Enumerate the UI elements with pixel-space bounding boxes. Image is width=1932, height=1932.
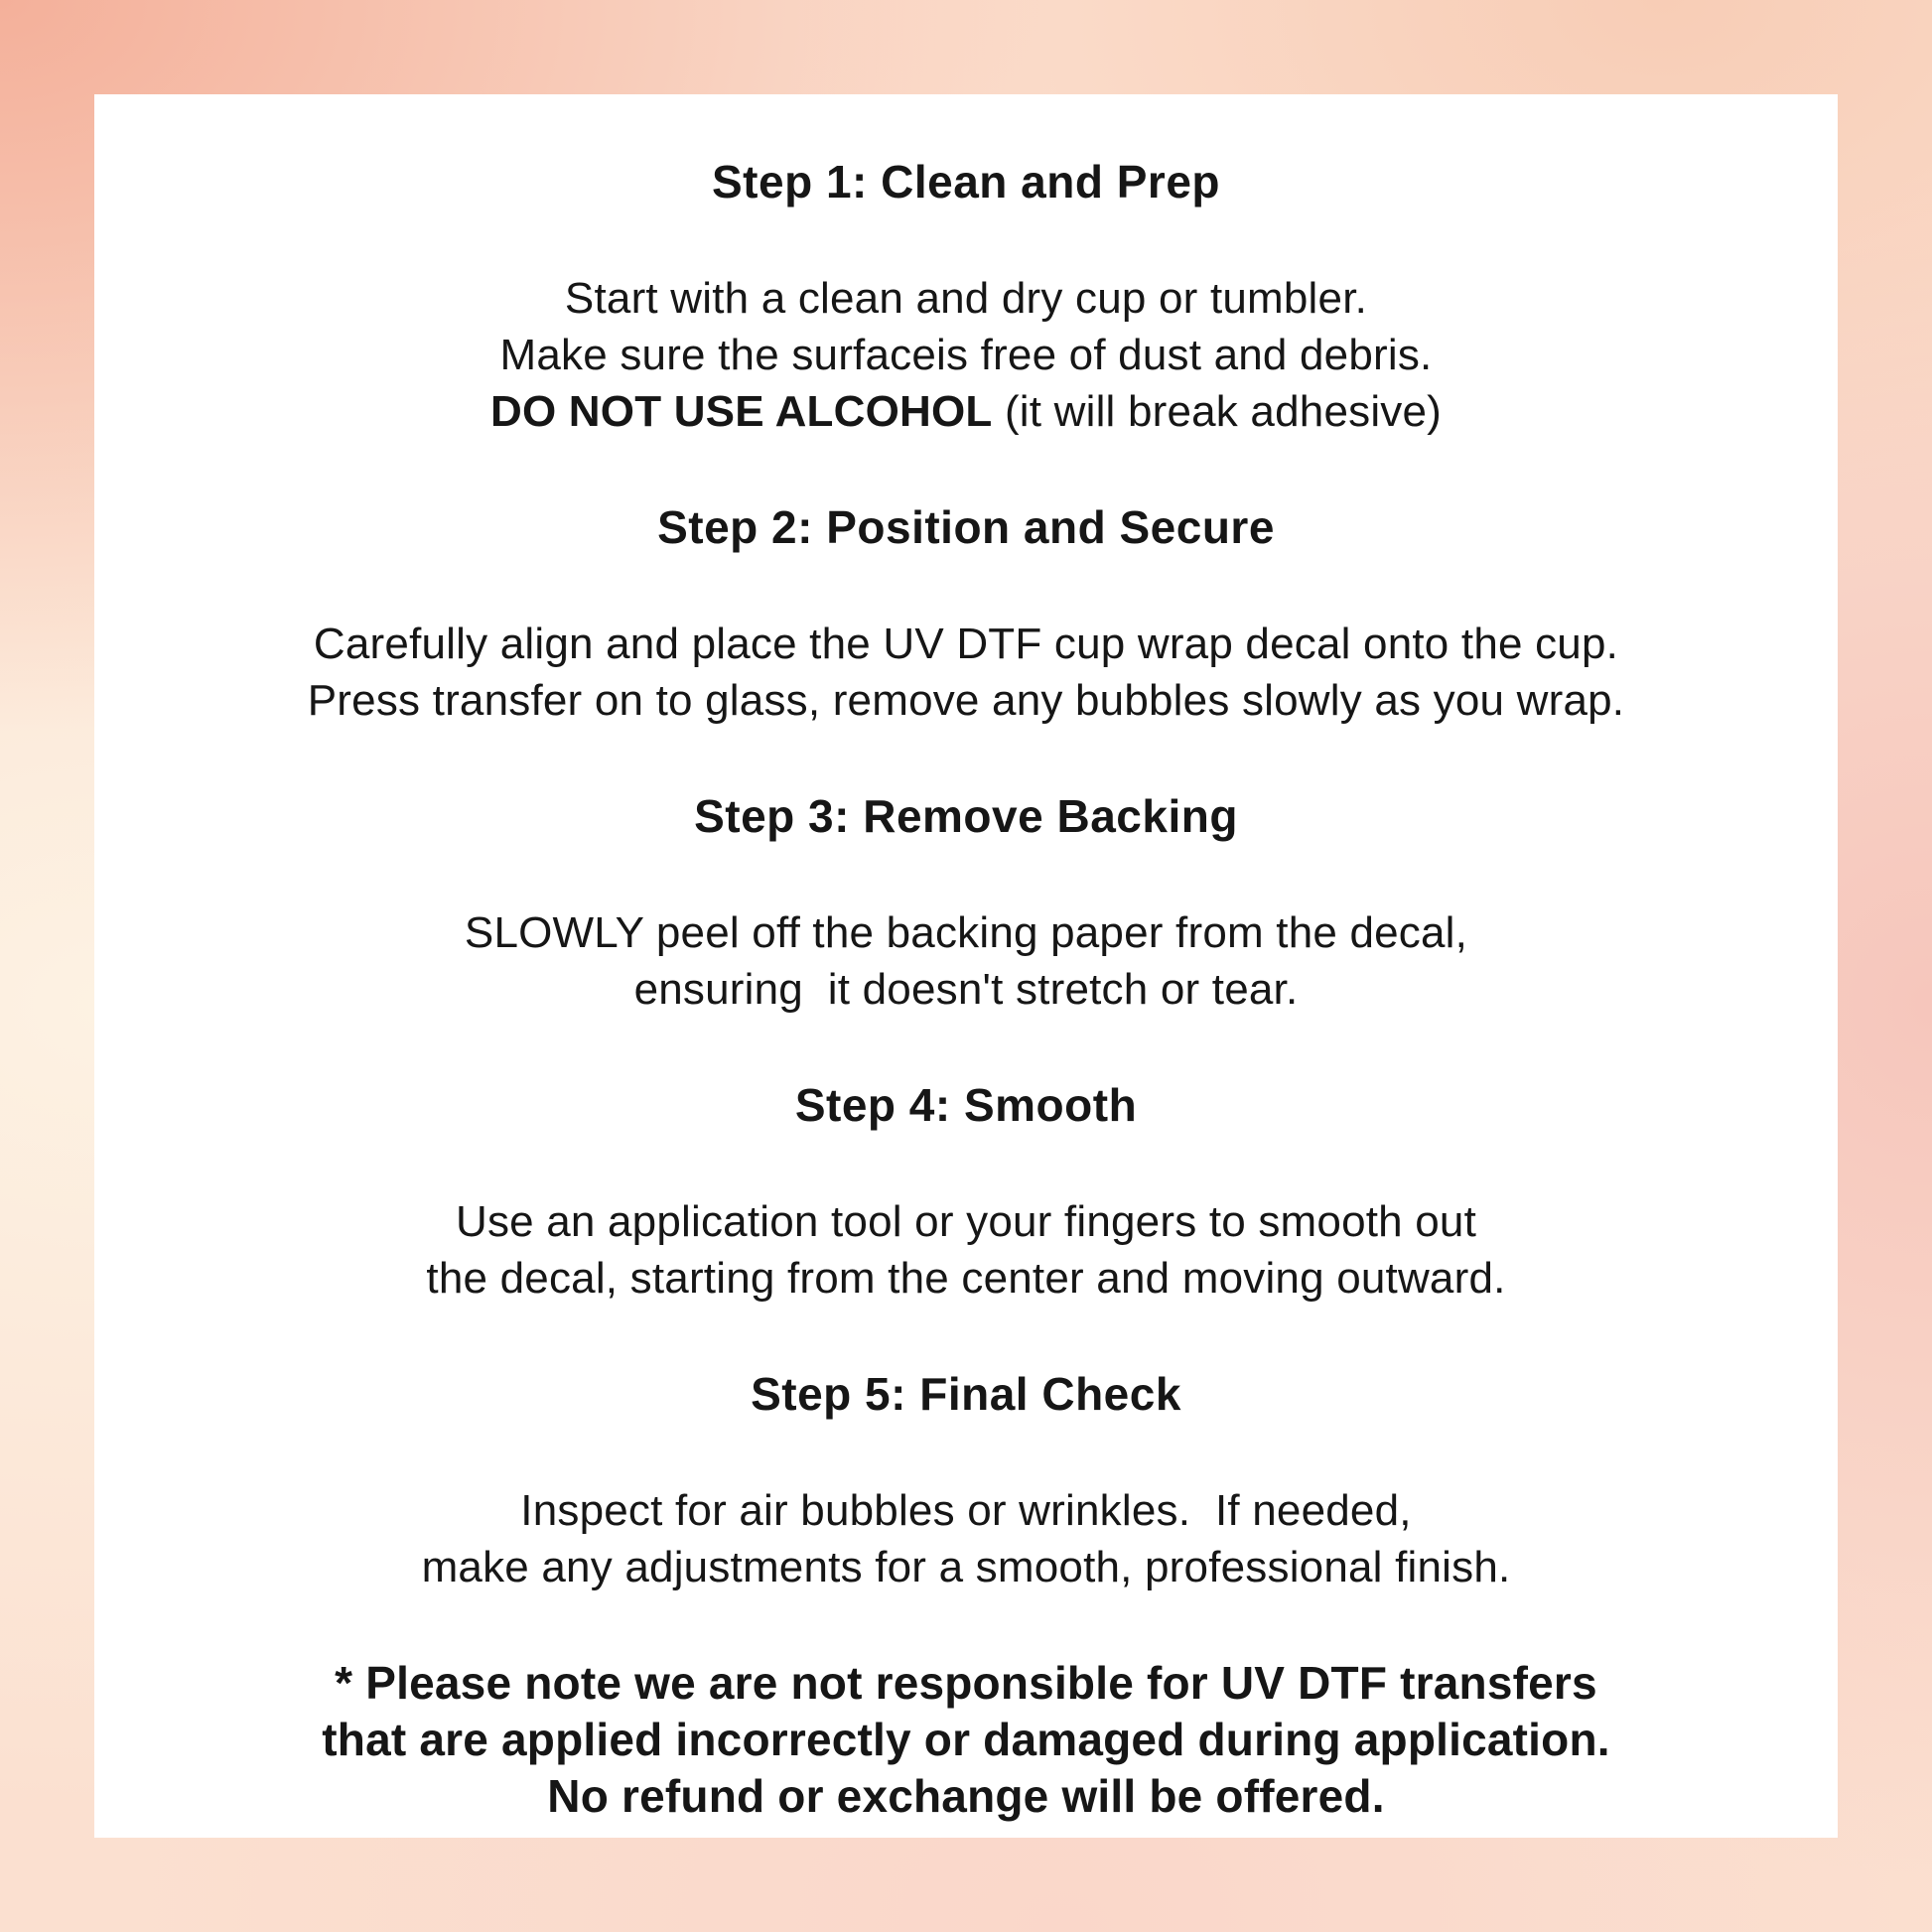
step-5-line-1: Inspect for air bubbles or wrinkles. If needed, xyxy=(520,1486,1412,1535)
step-4-line-1: Use an application tool or your fingers to smooth out xyxy=(455,1197,1477,1246)
step-1-paragraph xyxy=(94,270,1838,440)
step-2-line-1: Carefully align and place the UV DTF cup wrap decal onto the cup. xyxy=(313,620,1619,668)
step-5-paragraph xyxy=(94,1482,1838,1595)
step-4-heading: Step 4: Smooth xyxy=(794,1079,1138,1131)
alcohol-warning-rest: (it will break adhesive) xyxy=(992,387,1443,436)
step-3-heading: Step 3: Remove Backing xyxy=(694,790,1238,842)
disclaimer-line-2: that are applied incorrectly or damaged during application. xyxy=(322,1714,1610,1765)
alcohol-warning-bold: DO NOT USE ALCOHOL xyxy=(489,387,993,436)
step-3-paragraph xyxy=(94,904,1838,1018)
instruction-card xyxy=(94,94,1838,1838)
disclaimer-line-3: No refund or exchange will be offered. xyxy=(547,1770,1385,1822)
step-1-heading: Step 1: Clean and Prep xyxy=(711,156,1220,207)
step-3-line-2: ensuring it doesn't stretch or tear. xyxy=(633,965,1299,1014)
alcohol-warning-line xyxy=(94,383,1838,440)
step-4-line-2: the decal, starting from the center and moving outward. xyxy=(426,1254,1506,1303)
step-2-paragraph xyxy=(94,616,1838,729)
step-1-line-2: Make sure the surfaceis free of dust and debris. xyxy=(499,331,1433,379)
step-3-line-1: SLOWLY peel off the backing paper from the decal, xyxy=(464,908,1468,957)
disclaimer xyxy=(94,1655,1838,1825)
step-2-heading: Step 2: Position and Secure xyxy=(657,501,1275,553)
step-1-line-1: Start with a clean and dry cup or tumbler. xyxy=(564,274,1368,323)
disclaimer-line-1: * Please note we are not responsible for UV DTF transfers xyxy=(335,1657,1597,1709)
step-5-line-2: make any adjustments for a smooth, professional finish. xyxy=(421,1543,1511,1591)
step-4-paragraph xyxy=(94,1193,1838,1307)
step-5-heading: Step 5: Final Check xyxy=(751,1368,1181,1420)
step-2-line-2: Press transfer on to glass, remove any bubbles slowly as you wrap. xyxy=(307,676,1625,725)
